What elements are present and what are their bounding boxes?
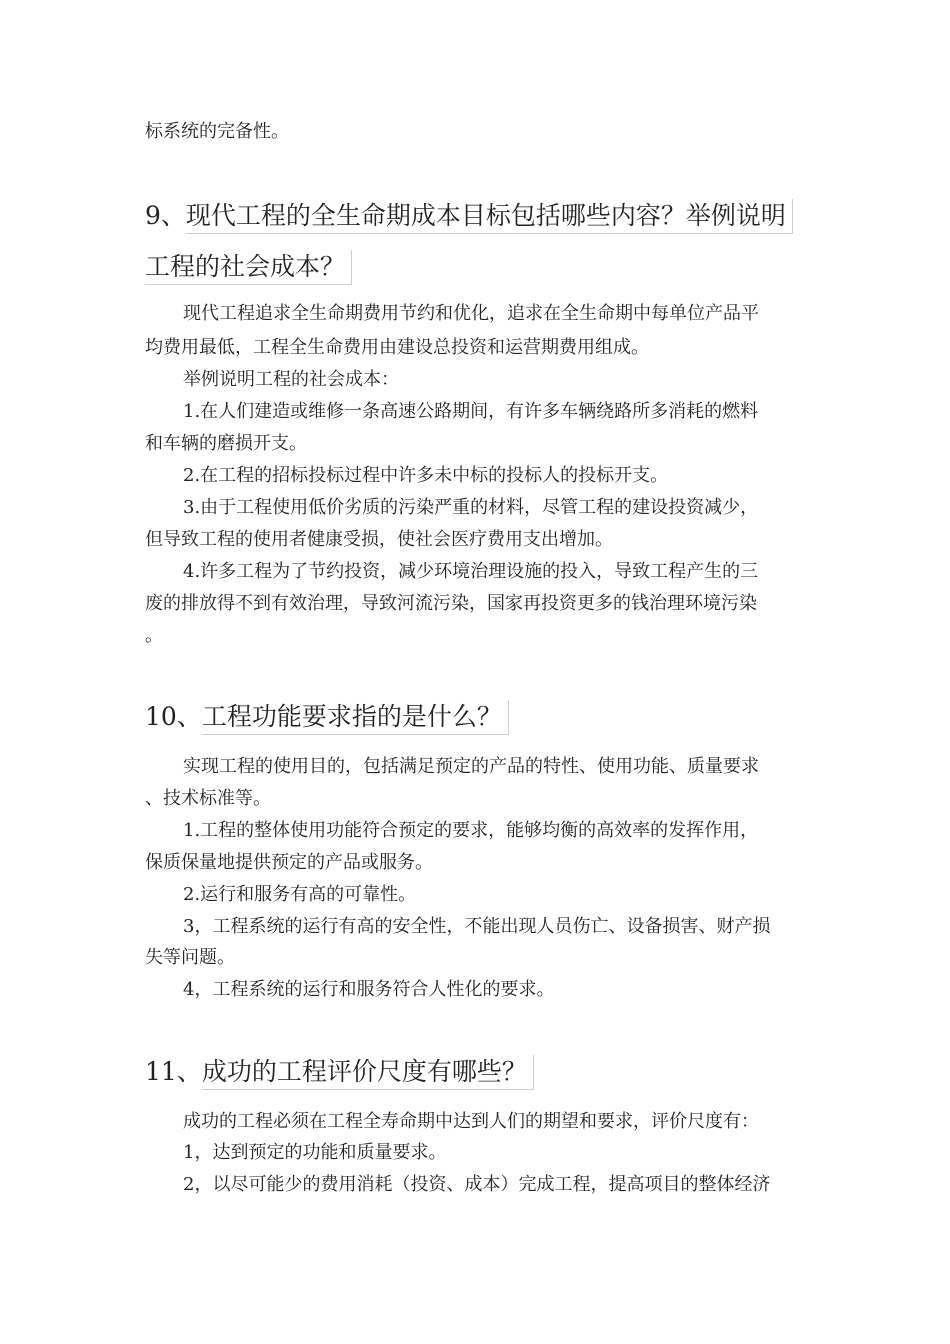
question-number: 10、: [145, 702, 202, 731]
paragraph-line: 举例说明工程的社会成本：: [183, 369, 399, 390]
question-10-heading: [145, 700, 509, 735]
question-number: 9、: [145, 201, 186, 230]
paragraph-line: 4.许多工程为了节约投资，减少环境治理设施的投入，导致工程产生的三: [183, 561, 759, 582]
paragraph-line: 但导致工程的使用者健康受损，使社会医疗费用支出增加。: [145, 529, 613, 550]
paragraph-line: 1，达到预定的功能和质量要求。: [183, 1142, 447, 1163]
paragraph-line: 实现工程的使用目的，包括满足预定的产品的特性、使用功能、质量要求: [183, 756, 759, 777]
paragraph-line: 1.在人们建造或维修一条高速公路期间，有许多车辆绕路所多消耗的燃料: [183, 401, 759, 422]
question-9-heading-line2: [145, 250, 352, 285]
question-number: 11、: [145, 1057, 202, 1086]
paragraph-line: 2.运行和服务有高的可靠性。: [183, 884, 417, 905]
text-line: 标系统的完备性。: [145, 121, 289, 142]
question-9-heading-line1: [145, 199, 793, 234]
paragraph-line: 均费用最低，工程全生命费用由建设总投资和运营期费用组成。: [145, 337, 649, 358]
paragraph-line: 现代工程追求全生命期费用节约和优化，追求在全生命期中每单位产品平: [183, 303, 759, 324]
paragraph-line: 3，工程系统的运行有高的安全性，不能出现人员伤亡、设备损害、财产损: [183, 916, 771, 937]
paragraph-line: 废的排放得不到有效治理，导致河流污染，国家再投资更多的钱治理环境污染: [145, 593, 757, 614]
question-text: 成功的工程评价尺度有哪些？: [202, 1055, 534, 1090]
paragraph-line: 3.由于工程使用低价劣质的污染严重的材料，尽管工程的建设投资减少，: [183, 497, 759, 518]
paragraph-line: 4，工程系统的运行和服务符合人性化的要求。: [183, 979, 555, 1000]
paragraph-line: 2，以尽可能少的费用消耗（投资、成本）完成工程，提高项目的整体经济: [183, 1174, 771, 1195]
paragraph-line: 和车辆的磨损开支。: [145, 433, 307, 454]
paragraph-line: 保质保量地提供预定的产品或服务。: [145, 852, 433, 873]
paragraph-line: 成功的工程必须在工程全寿命期中达到人们的期望和要求，评价尺度有：: [183, 1111, 759, 1132]
paragraph-line: 2.在工程的招标投标过程中许多未中标的投标人的投标开支。: [183, 465, 669, 486]
paragraph-line: 失等问题。: [145, 947, 235, 968]
paragraph-line: 。: [145, 625, 163, 646]
paragraph-line: 1.工程的整体使用功能符合预定的要求，能够均衡的高效率的发挥作用，: [183, 820, 759, 841]
question-text: 现代工程的全生命期成本目标包括哪些内容？举例说明: [186, 199, 793, 234]
question-text: 工程功能要求指的是什么？: [202, 700, 509, 735]
question-text: 工程的社会成本？: [145, 250, 352, 285]
question-11-heading: [145, 1055, 534, 1090]
paragraph-line: 、技术标准等。: [145, 788, 271, 809]
